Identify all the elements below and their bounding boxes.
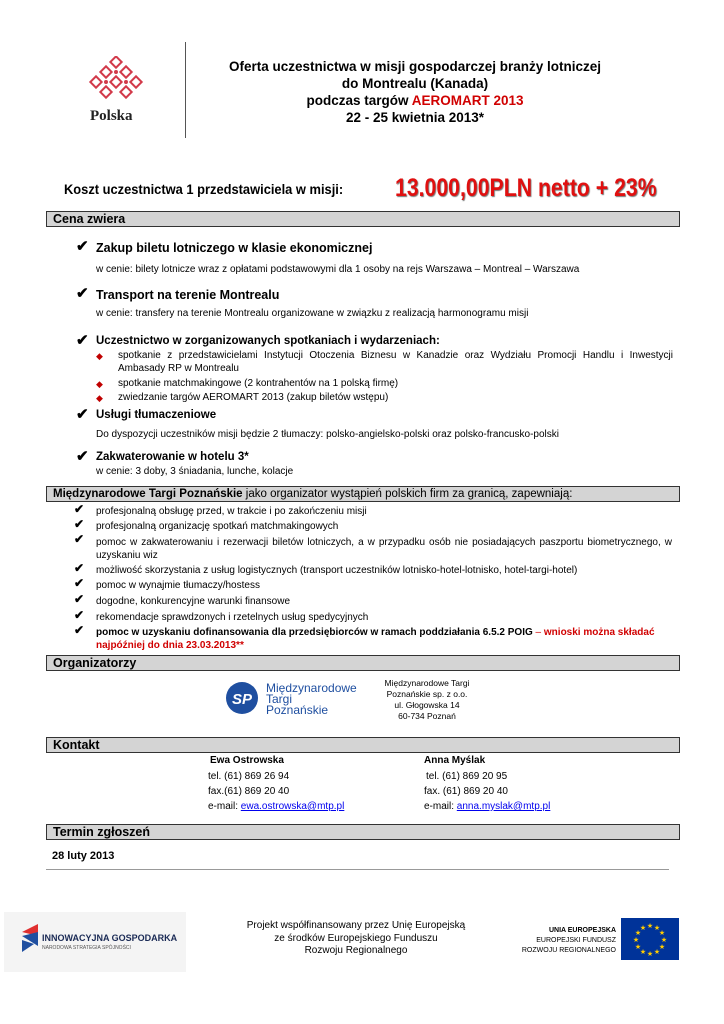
included-item-title: Zakup biletu lotniczego w klasie ekonomicznej [96,241,373,255]
funding-text: pomoc w uzyskaniu dofinansowania dla przedsiębiorców w ramach poddziałania 6.5.2 POIG [96,627,533,638]
included-item-desc: Do dyspozycji uczestników misji będzie 2 tłumaczy: polsko-angielsko-polski oraz polsko-francusko-polski [96,429,559,440]
check-icon: ✔ [74,517,85,531]
event-dates: 22 - 25 kwietnia 2013* [345,110,485,125]
check-icon: ✔ [76,406,89,423]
eu-text-line: ROZWOJU REGIONALNEGO [521,947,616,954]
check-icon: ✔ [74,592,85,606]
eu-text [508,926,616,956]
header-divider [185,42,186,138]
section-bar-contact: Kontakt [46,737,680,753]
check-icon: ✔ [74,502,85,516]
title-line: do Montrealu (Kanada) [341,76,489,91]
check-icon: ✔ [76,238,89,255]
svg-text:★: ★ [653,948,661,956]
provides-item: profesjonalną obsługę przed, w trakcie i po zakończeniu misji [96,506,367,517]
svg-text:★: ★ [646,922,654,930]
email-link[interactable]: anna.myslak@mtp.pl [456,801,551,812]
svg-text:★: ★ [660,936,668,944]
included-item-title: Transport na terenie Montrealu [96,288,280,302]
included-item-desc: w cenie: bilety lotnicze wraz z opłatami podstawowymi dla 1 osoby na rejs Warszawa – Montreal – Warszawa [96,264,580,275]
contact-tel: tel. (61) 869 26 94 [208,771,290,782]
cofinancing-line: Rozwoju Regionalnego [304,945,408,956]
provides-item: dogodne, konkurencyjne warunki finansowe [96,596,291,607]
cost-label: Koszt uczestnictwa 1 przedstawiciela w misji: [64,181,344,197]
provides-item: możliwość skorzystania z usług logistycznych (transport uczestników lotnisko-hotel-lotnisko, hotel-targi-hotel) [96,565,578,576]
address-line: 60-734 Poznań [398,711,456,721]
contact-email-row [424,801,550,812]
check-icon: ✔ [76,285,89,302]
check-icon: ✔ [74,561,85,575]
svg-text:★: ★ [653,924,661,932]
check-icon: ✔ [74,532,85,546]
address-line: Poznańskie sp. z o.o. [386,689,468,699]
section-bar-deadline: Termin zgłoszeń [46,824,680,840]
email-link[interactable]: ewa.ostrowska@mtp.pl [240,801,345,812]
contact-name: Ewa Ostrowska [210,755,284,766]
check-icon: ✔ [74,608,85,622]
deadline-date: 28 luty 2013 [52,850,115,862]
email-label: e-mail: [424,801,457,812]
funding-item [96,626,674,652]
contact-tel: tel. (61) 869 20 95 [426,771,508,782]
contact-fax: fax.(61) 869 20 40 [208,786,290,797]
diamond-bullet-icon: ◆ [96,393,103,403]
included-subitem: zwiedzanie targów AEROMART 2013 (zakup biletów wstępu) [118,392,389,403]
contact-fax: fax. (61) 869 20 40 [424,786,508,797]
funding-deadline: wnioski można składać najpóźniej do dnia 23.03.2013** [96,627,655,651]
contact-name: Anna Myślak [424,755,486,766]
diamond-bullet-icon: ◆ [96,351,103,361]
svg-text:★: ★ [658,943,666,951]
section-bar-organizer [46,486,680,502]
check-icon: ✔ [74,623,85,637]
divider [46,869,669,870]
provides-item: pomoc w zakwaterowaniu i rezerwacji biletów lotniczych, a w przypadku osób nie posiadających paszportu biometrycznego, w uzyskaniu wiz [96,537,672,561]
ig-title: INNOWACYJNA GOSPODARKA [42,933,178,943]
ig-subtitle: NARODOWA STRATEGIA SPÓJNOŚCI [42,945,131,951]
check-icon: ✔ [74,576,85,590]
provides-item: profesjonalną organizację spotkań matchmakingowych [96,521,339,532]
email-label: e-mail: [208,801,241,812]
mtp-logo-text [266,683,357,716]
mtp-logo-line: Międzynarodowe [266,681,357,695]
svg-text:★: ★ [658,929,666,937]
check-icon: ✔ [76,448,89,465]
organizer-bar-text: jako organizator wystąpień polskich firm za granicą, zapewniają: [242,488,573,500]
address-line: Międzynarodowe Targi [384,678,470,688]
section-bar-included: Cena zwiera [46,211,680,227]
mtp-logo-line: Targi [266,692,293,706]
included-item-title: Zakwaterowanie w hotelu 3* [96,451,249,463]
funding-dash: – [532,627,544,638]
included-item-desc: w cenie: 3 doby, 3 śniadania, lunche, kolacje [96,466,294,477]
check-icon: ✔ [76,332,89,349]
mtp-logo-icon [222,680,262,716]
cofinancing-line: Projekt współfinansowany przez Unię Europejską [246,920,466,931]
organizer-name: Międzynarodowe Targi Poznańskie [53,488,243,500]
svg-text:★: ★ [634,943,642,951]
provides-item: rekomendacje sprawdzonych i rzetelnych usług spedycyjnych [96,612,369,623]
included-item-title: Uczestnictwo w zorganizowanych spotkaniach i wydarzeniach: [96,335,440,347]
included-item-desc: w cenie: transfery na terenie Montrealu organizowane w związku z realizacją harmonogramu misji [96,308,529,319]
event-name: AEROMART 2013 [411,93,524,108]
organizer-address [380,678,474,722]
svg-text:SP: SP [231,691,253,708]
eu-text-line: UNIA EUROPEJSKA [548,927,616,934]
included-item-title: Usługi tłumaczeniowe [96,409,217,421]
cofinancing-text [228,920,484,958]
price: 13.000,00PLN netto + 23% [395,174,657,202]
address-line: ul. Głogowska 14 [394,700,460,710]
polska-logo-text: Polska [90,108,133,124]
title-line [190,92,640,109]
title-line: Oferta uczestnictwa w misji gospodarczej branży lotniczej [228,59,602,74]
section-bar-organizers: Organizatorzy [46,655,680,671]
svg-text:★: ★ [646,950,654,958]
svg-text:★: ★ [639,948,647,956]
provides-item: pomoc w wynajmie tłumaczy/hostess [96,580,260,591]
svg-text:★: ★ [632,936,640,944]
svg-text:★: ★ [639,924,647,932]
diamond-bullet-icon: ◆ [96,379,103,389]
included-subitem: spotkanie z przedstawicielami Instytucji Otoczenia Biznesu w Kanadzie oraz Wydziału Promocji Handlu i Inwestycji Ambasady RP w Montrealu [118,350,673,374]
contact-email-row [208,801,344,812]
included-subitem: spotkanie matchmakingowe (2 kontrahentów na 1 polską firmę) [118,378,399,389]
title-prefix: podczas targów [306,93,409,108]
eu-text-line: EUROPEJSKI FUNDUSZ [536,937,616,944]
cofinancing-line: ze środków Europejskiego Funduszu [274,932,438,944]
svg-text:★: ★ [634,929,642,937]
innovative-economy-icon [20,924,40,954]
eu-flag-icon [621,918,679,960]
page-title [190,58,640,126]
mtp-logo-line: Poznańskie [266,703,329,717]
